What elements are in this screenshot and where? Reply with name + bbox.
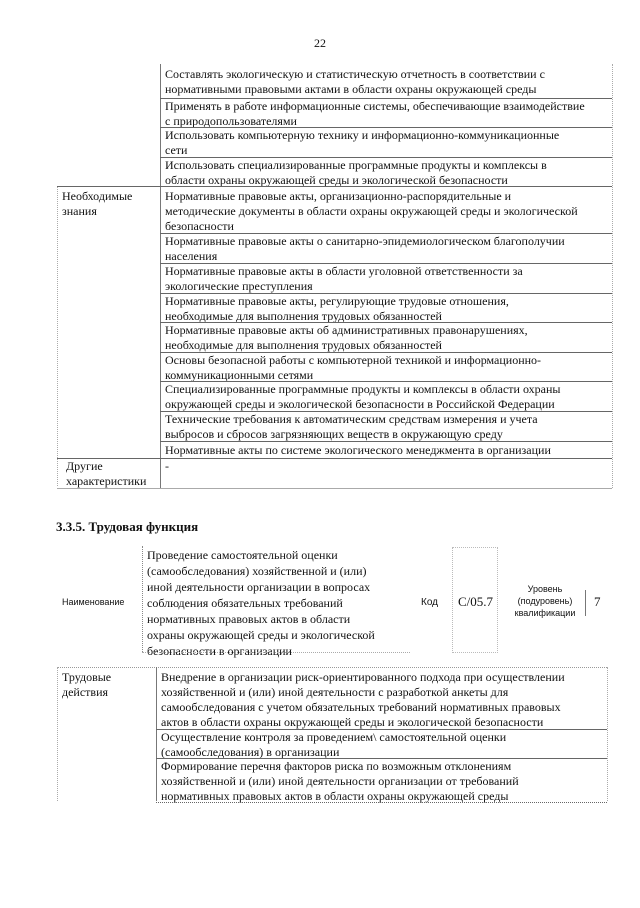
knowledge-row: Нормативные правовые акты об административных правонарушениях, необходимые для выполнения трудовых обязанностей (165, 323, 528, 352)
qualification-level: 7 (594, 594, 601, 609)
table-left-border (57, 667, 58, 801)
function-name: Проведение самостоятельной оценки (самообследования) хозяйственной и (или) иной деятельности организации в вопросах соблюдения обязательных требований нормативных правовых актов в области охраны окружающей среды и экологической безопасности в организации (147, 548, 375, 658)
level-label: Уровень (подуровень) квалификации (514, 584, 576, 618)
table-bottom-border (57, 488, 612, 489)
page-number: 22 (314, 36, 326, 50)
name-cell-border (142, 546, 143, 652)
row-divider (160, 441, 612, 442)
table-left-border (57, 186, 58, 486)
other-characteristics-value: - (165, 459, 169, 473)
actions-label: Трудовые действия (62, 670, 112, 699)
level-cell-border (585, 590, 586, 616)
skill-row: Использовать специализированные программные продукты и комплексы в области охраны окружающей среды и экологической безопасности (165, 158, 547, 187)
function-code: C/05.7 (458, 594, 494, 609)
skill-row: Составлять экологическую и статистическую отчетность в соответствии с нормативными правовыми актами в области охраны окружающей среды (165, 67, 545, 96)
row-divider (57, 186, 612, 187)
section-title: 3.3.5. Трудовая функция (56, 519, 199, 534)
knowledge-row: Нормативные правовые акты о санитарно-эпидемиологическом благополучии населения (165, 234, 565, 263)
other-characteristics-label: Другие характеристики (66, 459, 147, 488)
name-cell-bottom (142, 652, 410, 653)
table-top-border (57, 667, 607, 668)
table-bottom-border (156, 802, 607, 803)
knowledge-label: Необходимые знания (62, 189, 133, 218)
column-divider (156, 667, 157, 801)
table-right-border (607, 667, 608, 801)
knowledge-row: Технические требования к автоматическим средствам измерения и учета выбросов и сбросов загрязняющих веществ в окружающую среду (165, 412, 538, 441)
table-right-border (612, 64, 613, 488)
knowledge-row: Нормативные правовые акты, регулирующие трудовые отношения, необходимые для выполнения трудовых обязанностей (165, 294, 509, 323)
name-label: Наименование (62, 597, 125, 607)
code-label: Код (421, 597, 439, 608)
knowledge-row: Нормативные правовые акты, организационно-распорядительные и методические документы в области охраны окружающей среды и экологической безопасности (165, 189, 578, 233)
action-row: Формирование перечня факторов риска по возможным отклонениям хозяйственной и (или) иной деятельности организации от требований нормативных правовых актов в области охраны окружающей среды (161, 759, 519, 803)
knowledge-row: Основы безопасной работы с компьютерной техникой и информационно- коммуникационными сетями (165, 353, 542, 382)
skill-row: Использовать компьютерную технику и информационно-коммуникационные сети (165, 128, 560, 157)
knowledge-row: Специализированные программные продукты и комплексы в области охраны окружающей среды и экологической безопасности в Российской Федерации (165, 382, 561, 411)
skill-row: Применять в работе информационные системы, обеспечивающие взаимодействие с природопользователями (165, 99, 585, 128)
knowledge-row: Нормативные акты по системе экологического менеджмента в организации (165, 443, 551, 457)
action-row: Осуществление контроля за проведением\ самостоятельной оценки (самообследования) в организации (161, 730, 507, 759)
action-row: Внедрение в организации риск-ориентированного подхода при осуществлении хозяйственной и (или) иной деятельности с разработкой анкеты для самообследования с учетом обязательных требований нормативных правовых актов в области охраны окружающей среды и экологической безопасности (161, 670, 565, 729)
knowledge-row: Нормативные правовые акты в области уголовной ответственности за экологические преступления (165, 264, 523, 293)
